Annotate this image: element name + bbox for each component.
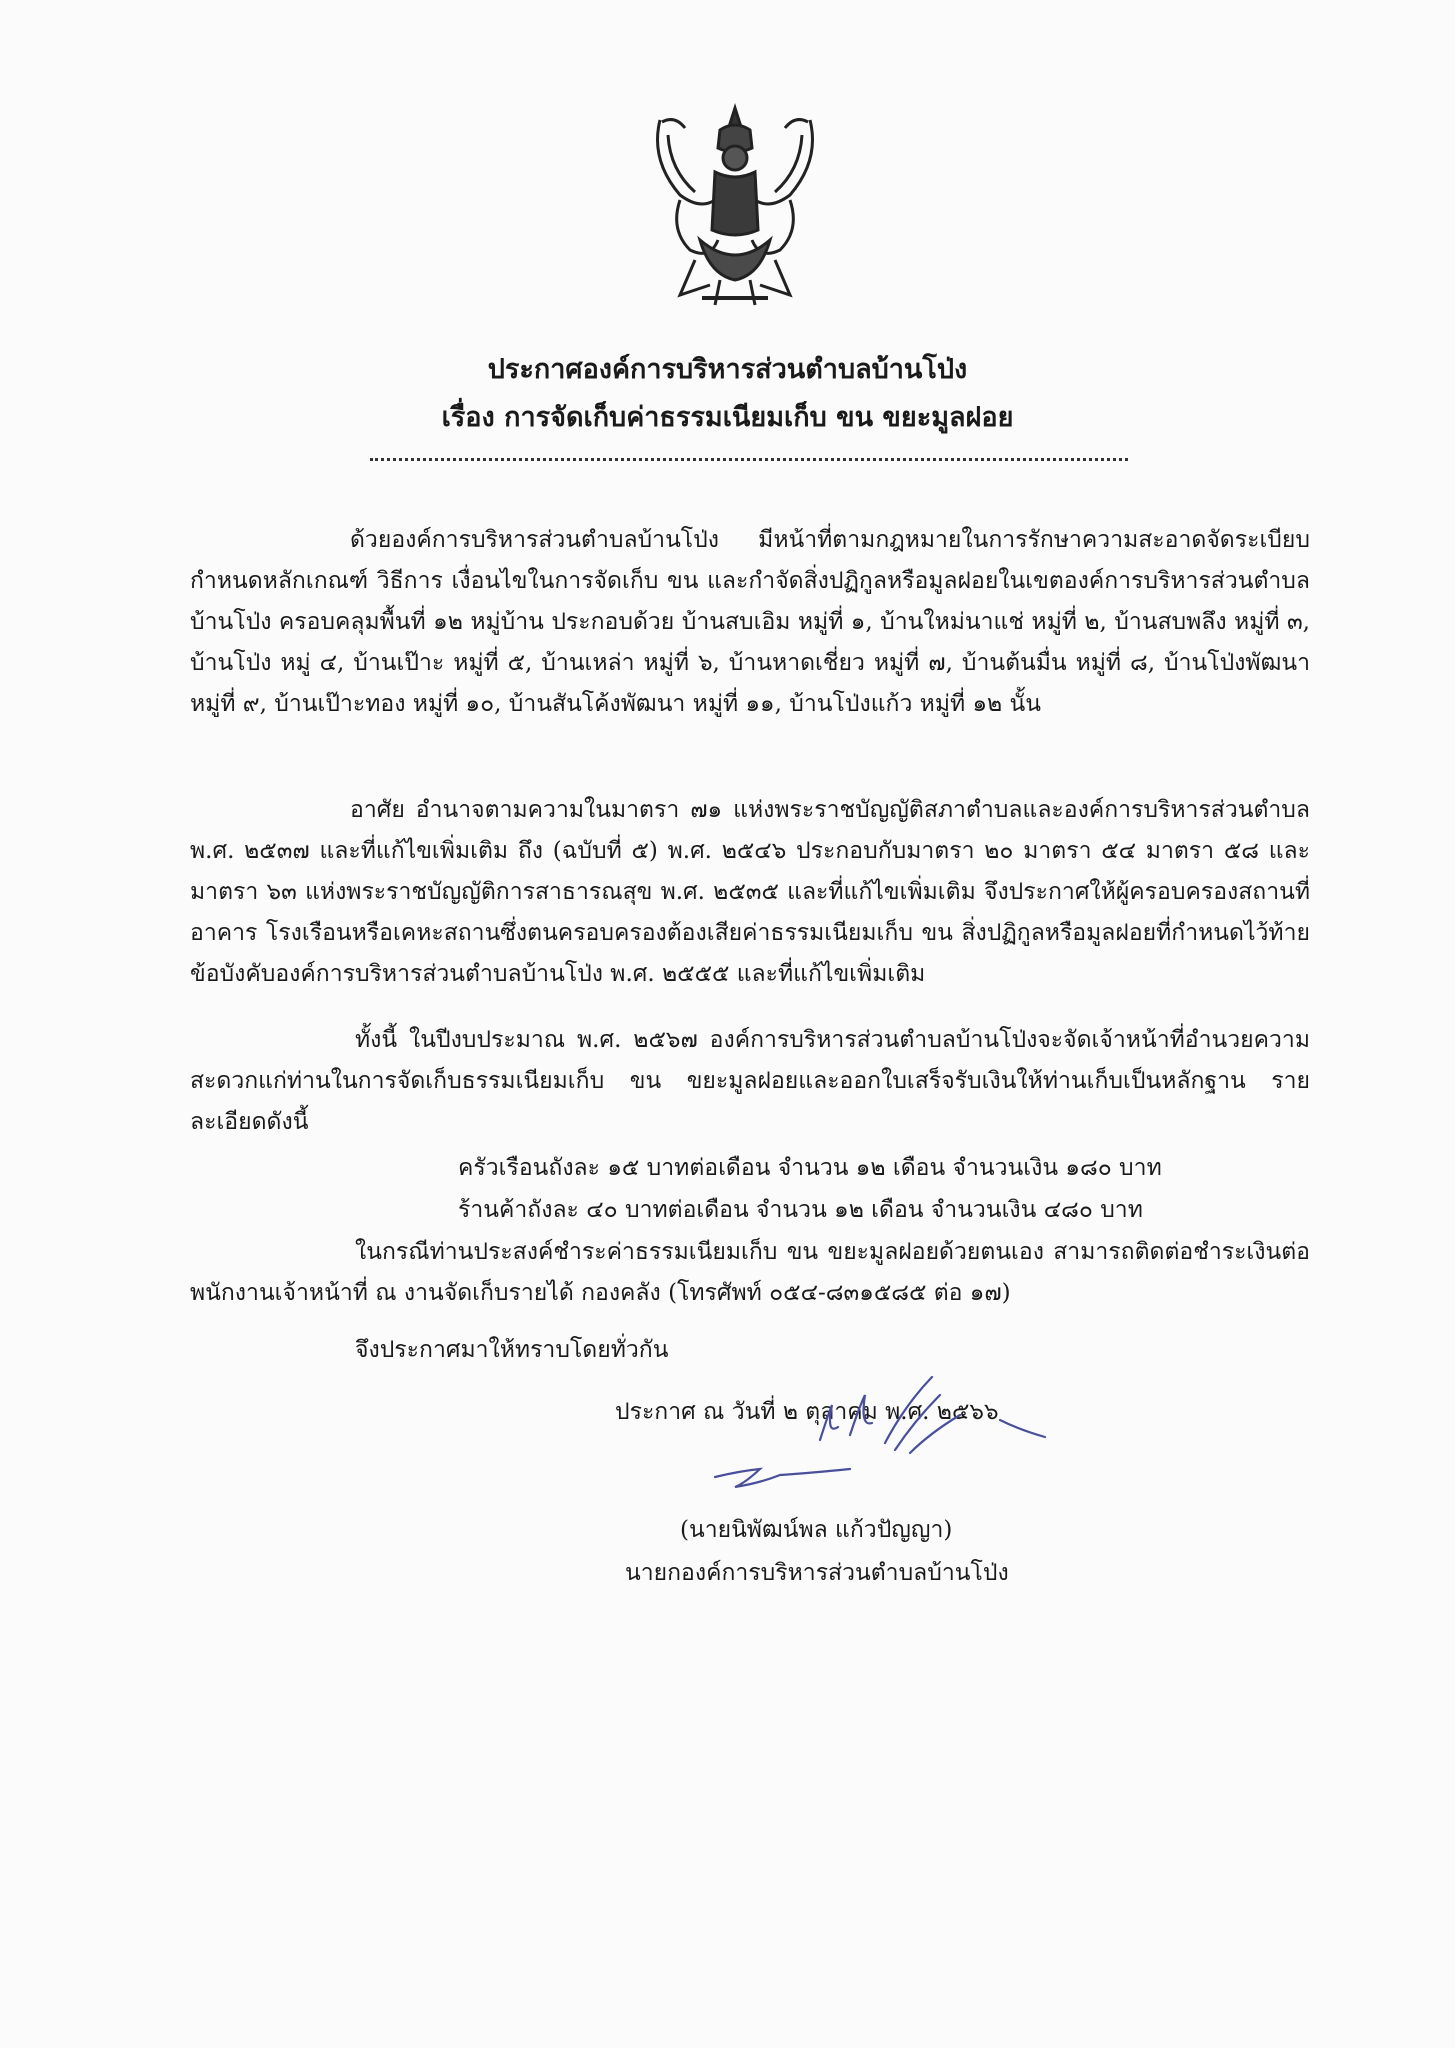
- dotted-divider: [370, 458, 1128, 461]
- announcement-title: ประกาศองค์การบริหารส่วนตำบลบ้านโป่ง: [487, 354, 968, 385]
- announcement-date: ประกาศ ณ วันที่ ๒ ตุลาคม พ.ศ. ๒๕๖๖: [615, 1399, 999, 1425]
- handwritten-signature: [700, 1365, 1130, 1495]
- signer-name: (นายนิพัฒน์พล แก้วปัญญา): [680, 1517, 953, 1543]
- paragraph-self-payment-text: ในกรณีท่านประสงค์ชำระค่าธรรมเนียมเก็บ ขน ขยะมูลฝอยด้วยตนเอง สามารถติดต่อชำระเงินต่อพนักงานเจ้าหน้าที่ ณ งานจัดเก็บรายได้ กองคลัง (โทรศัพท์ ๐๕๔-๘๓๑๕๘๕ ต่อ ๑๗): [190, 1239, 1310, 1306]
- garuda-emblem-icon: [640, 100, 830, 315]
- paragraph-collection-text: ทั้งนี้ ในปีงบประมาณ พ.ศ. ๒๕๖๗ องค์การบริหารส่วนตำบลบ้านโป่งจะจัดเจ้าหน้าที่อำนวยความสะดวกแก่ท่านในการจัดเก็บธรรมเนียมเก็บ ขน ขยะมูลฝอยและออกใบเสร็จรับเงินให้ท่านเก็บเป็นหลักฐาน รายละเอียดดังนี้: [190, 1027, 1310, 1135]
- signer-position: นายกองค์การบริหารส่วนตำบลบ้านโป่ง: [625, 1560, 1009, 1586]
- closing-statement: จึงประกาศมาให้ทราบโดยทั่วกัน: [355, 1337, 669, 1363]
- announcement-subject: เรื่อง การจัดเก็บค่าธรรมเนียมเก็บ ขน ขยะมูลฝอย: [441, 402, 1014, 433]
- paragraph-duties-text: ด้วยองค์การบริหารส่วนตำบลบ้านโป่ง มีหน้าที่ตามกฎหมายในการรักษาความสะอาดจัดระเบียบ กำหนดหลักเกณฑ์ วิธีการ เงื่อนไขในการจัดเก็บ ขน และกำจัดสิ่งปฏิกูลหรือมูลฝอยในเขตองค์การบริหารส่วนตำบลบ้านโป่ง ครอบคลุมพื้นที่ ๑๒ หมู่บ้าน ประกอบด้วย บ้านสบเอิม หมู่ที่ ๑, บ้านใหม่นาแช่ หมู่ที่ ๒, บ้านสบพลึง หมู่ที่ ๓, บ้านโป่ง หมู่ ๔, บ้านเป๊าะ หมู่ที่ ๕, บ้านเหล่า หมู่ที่ ๖, บ้านหาดเชี่ยว หมู่ที่ ๗, บ้านต้นมื่น หมู่ที่ ๘, บ้านโป่งพัฒนา หมู่ที่ ๙, บ้านเป๊าะทอง หมู่ที่ ๑๐, บ้านสันโค้งพัฒนา หมู่ที่ ๑๑, บ้านโป่งแก้ว หมู่ที่ ๑๒ นั้น: [190, 527, 1310, 717]
- fee-household: ครัวเรือนถังละ ๑๕ บาทต่อเดือน จำนวน ๑๒ เดือน จำนวนเงิน ๑๘๐ บาท: [458, 1155, 1162, 1181]
- paragraph-legal-basis-text: อาศัย อำนาจตามความในมาตรา ๗๑ แห่งพระราชบัญญัติสภาตำบลและองค์การบริหารส่วนตำบล พ.ศ. ๒๕๓๗ และที่แก้ไขเพิ่มเติม ถึง (ฉบับที่ ๕) พ.ศ. ๒๕๔๖ ประกอบกับมาตรา ๒๐ มาตรา ๕๔ มาตรา ๕๘ และมาตรา ๖๓ แห่งพระราชบัญญัติการสาธารณสุข พ.ศ. ๒๕๓๕ และที่แก้ไขเพิ่มเติม จึงประกาศให้ผู้ครอบครองสถานที่ อาคาร โรงเรือนหรือเคหะสถานซึ่งตนครอบครองต้องเสียค่าธรรมเนียมเก็บ ขน สิ่งปฏิกูลหรือมูลฝอยที่กำหนดไว้ท้ายข้อบังคับองค์การบริหารส่วนตำบลบ้านโป่ง พ.ศ. ๒๕๕๕ และที่แก้ไขเพิ่มเติม: [190, 797, 1310, 987]
- paragraph-legal-basis: [190, 790, 1310, 995]
- paragraph-self-payment: [190, 1232, 1310, 1314]
- fee-shop: ร้านค้าถังละ ๔๐ บาทต่อเดือน จำนวน ๑๒ เดือน จำนวนเงิน ๔๘๐ บาท: [458, 1197, 1143, 1223]
- paragraph-collection: [190, 1020, 1310, 1143]
- paragraph-duties: [190, 520, 1310, 725]
